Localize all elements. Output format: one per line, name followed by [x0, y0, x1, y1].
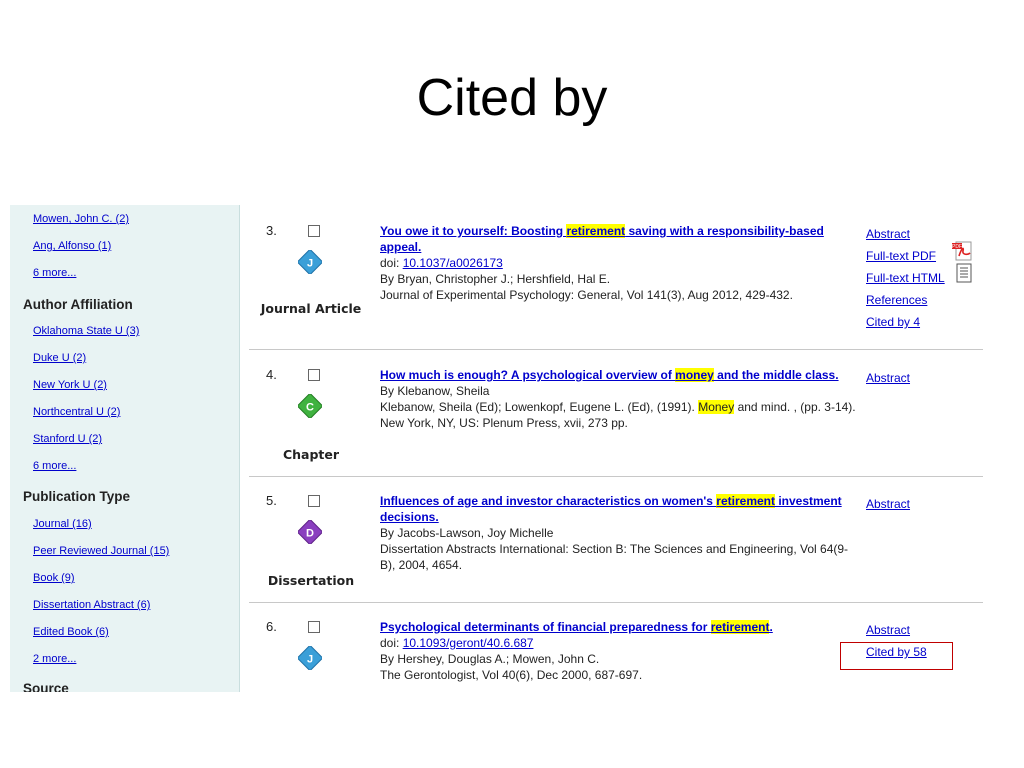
- doi-link[interactable]: 10.1037/a0026173: [402, 256, 503, 270]
- result-body: [380, 367, 860, 431]
- facet-affiliation-item[interactable]: Northcentral U (2): [33, 406, 121, 418]
- facet-affiliation-item[interactable]: Stanford U (2): [33, 433, 103, 445]
- full-text-html-link[interactable]: Full-text HTML: [866, 271, 945, 285]
- select-checkbox[interactable]: [308, 495, 320, 507]
- references-link[interactable]: References: [866, 293, 928, 307]
- facet-heading-source: Source: [23, 681, 69, 692]
- result-body: [380, 493, 860, 573]
- facet-heading-affiliation: Author Affiliation: [23, 297, 133, 312]
- facet-pubtype-item[interactable]: Peer Reviewed Journal (15): [33, 545, 170, 557]
- result-source: Klebanow, Sheila (Ed); Lowenkopf, Eugene L. (Ed), (1991). Money and mind. , (pp. 3-14). New York, NY, US: Plenum Press, xvii, 273 pp.: [380, 400, 856, 430]
- facet-affiliation-item[interactable]: New York U (2): [33, 379, 107, 391]
- result-authors: By Klebanow, Sheila: [380, 384, 490, 398]
- svg-text:J: J: [306, 653, 314, 666]
- facet-affiliation-item[interactable]: Oklahoma State U (3): [33, 325, 140, 337]
- result-title-link[interactable]: How much is enough? A psychological overview of money and the middle class.: [380, 368, 839, 382]
- facet-pubtype-more[interactable]: 2 more...: [33, 653, 77, 665]
- facet-pubtype-item[interactable]: Dissertation Abstract (6): [33, 599, 151, 611]
- cited-by-link[interactable]: Cited by 58: [866, 645, 927, 659]
- cited-by-link[interactable]: Cited by 4: [866, 315, 921, 329]
- result-separator: [249, 476, 983, 477]
- result-actions: [866, 493, 985, 515]
- result-body: [380, 223, 860, 303]
- doi-label: doi:: [380, 636, 403, 650]
- facet-pubtype-item[interactable]: Edited Book (6): [33, 626, 109, 638]
- result-title-link[interactable]: Psychological determinants of financial preparedness for retirement.: [380, 620, 773, 634]
- select-checkbox[interactable]: [308, 621, 320, 633]
- svg-text:PDF: PDF: [952, 244, 962, 250]
- svg-text:D: D: [306, 527, 314, 540]
- facet-affiliation-more[interactable]: 6 more...: [33, 460, 77, 472]
- result-source: Journal of Experimental Psychology: General, Vol 141(3), Aug 2012, 429-432.: [380, 288, 793, 302]
- html-document-icon[interactable]: [956, 263, 972, 283]
- result-title-link[interactable]: You owe it to yourself: Boosting retirement saving with a responsibility-based appeal.: [380, 224, 824, 254]
- journal-article-icon: [298, 250, 322, 274]
- result-authors: By Hershey, Douglas A.; Mowen, John C.: [380, 652, 600, 666]
- search-results-screenshot: [10, 205, 985, 692]
- result-body: [380, 619, 860, 683]
- highlight-box-cited-by: [840, 642, 953, 670]
- result-type-label: Chapter: [282, 447, 340, 462]
- doi-label: doi:: [380, 256, 403, 270]
- facet-pubtype-item[interactable]: Book (9): [33, 572, 75, 584]
- refine-sidebar: [10, 205, 240, 692]
- result-authors: By Jacobs-Lawson, Joy Michelle: [380, 526, 554, 540]
- result-separator: [249, 349, 983, 350]
- pdf-icon[interactable]: [952, 241, 976, 261]
- results-list: [239, 205, 985, 692]
- dissertation-icon: [298, 520, 322, 544]
- result-type-label: Journal Article: [260, 301, 362, 316]
- abstract-link[interactable]: Abstract: [866, 371, 911, 385]
- slide-title: Cited by: [416, 69, 608, 127]
- facet-heading-pubtype: Publication Type: [23, 489, 131, 504]
- result-number: 5.: [266, 493, 277, 508]
- result-number: 3.: [266, 223, 277, 238]
- chapter-icon: [298, 394, 322, 418]
- abstract-link[interactable]: Abstract: [866, 497, 911, 511]
- result-authors: By Bryan, Christopher J.; Hershfield, Hal E.: [380, 272, 611, 286]
- facet-author-ang[interactable]: Ang, Alfonso (1): [33, 240, 112, 252]
- facet-affiliation-item[interactable]: Duke U (2): [33, 352, 87, 364]
- doi-link[interactable]: 10.1093/geront/40.6.687: [402, 636, 534, 650]
- result-type-label: Dissertation: [267, 573, 355, 588]
- select-checkbox[interactable]: [308, 369, 320, 381]
- journal-article-icon: [298, 646, 322, 670]
- abstract-link[interactable]: Abstract: [866, 227, 911, 241]
- result-number: 6.: [266, 619, 277, 634]
- svg-text:C: C: [306, 401, 314, 414]
- select-checkbox[interactable]: [308, 225, 320, 237]
- abstract-link[interactable]: Abstract: [866, 623, 911, 637]
- facet-author-mowen[interactable]: Mowen, John C. (2): [33, 213, 129, 225]
- result-actions: [866, 367, 985, 389]
- result-separator: [249, 602, 983, 603]
- full-text-pdf-link[interactable]: Full-text PDF: [866, 249, 937, 263]
- facet-author-more[interactable]: 6 more...: [33, 267, 77, 279]
- result-number: 4.: [266, 367, 277, 382]
- svg-text:J: J: [306, 257, 314, 270]
- result-source: The Gerontologist, Vol 40(6), Dec 2000, 687-697.: [380, 668, 643, 682]
- facet-pubtype-item[interactable]: Journal (16): [33, 518, 92, 530]
- result-title-link[interactable]: Influences of age and investor characteristics on women's retirement investment decisions.: [380, 494, 842, 524]
- result-source: Dissertation Abstracts International: Section B: The Sciences and Engineering, Vol 64(9-B), 2004, 4654.: [380, 542, 849, 572]
